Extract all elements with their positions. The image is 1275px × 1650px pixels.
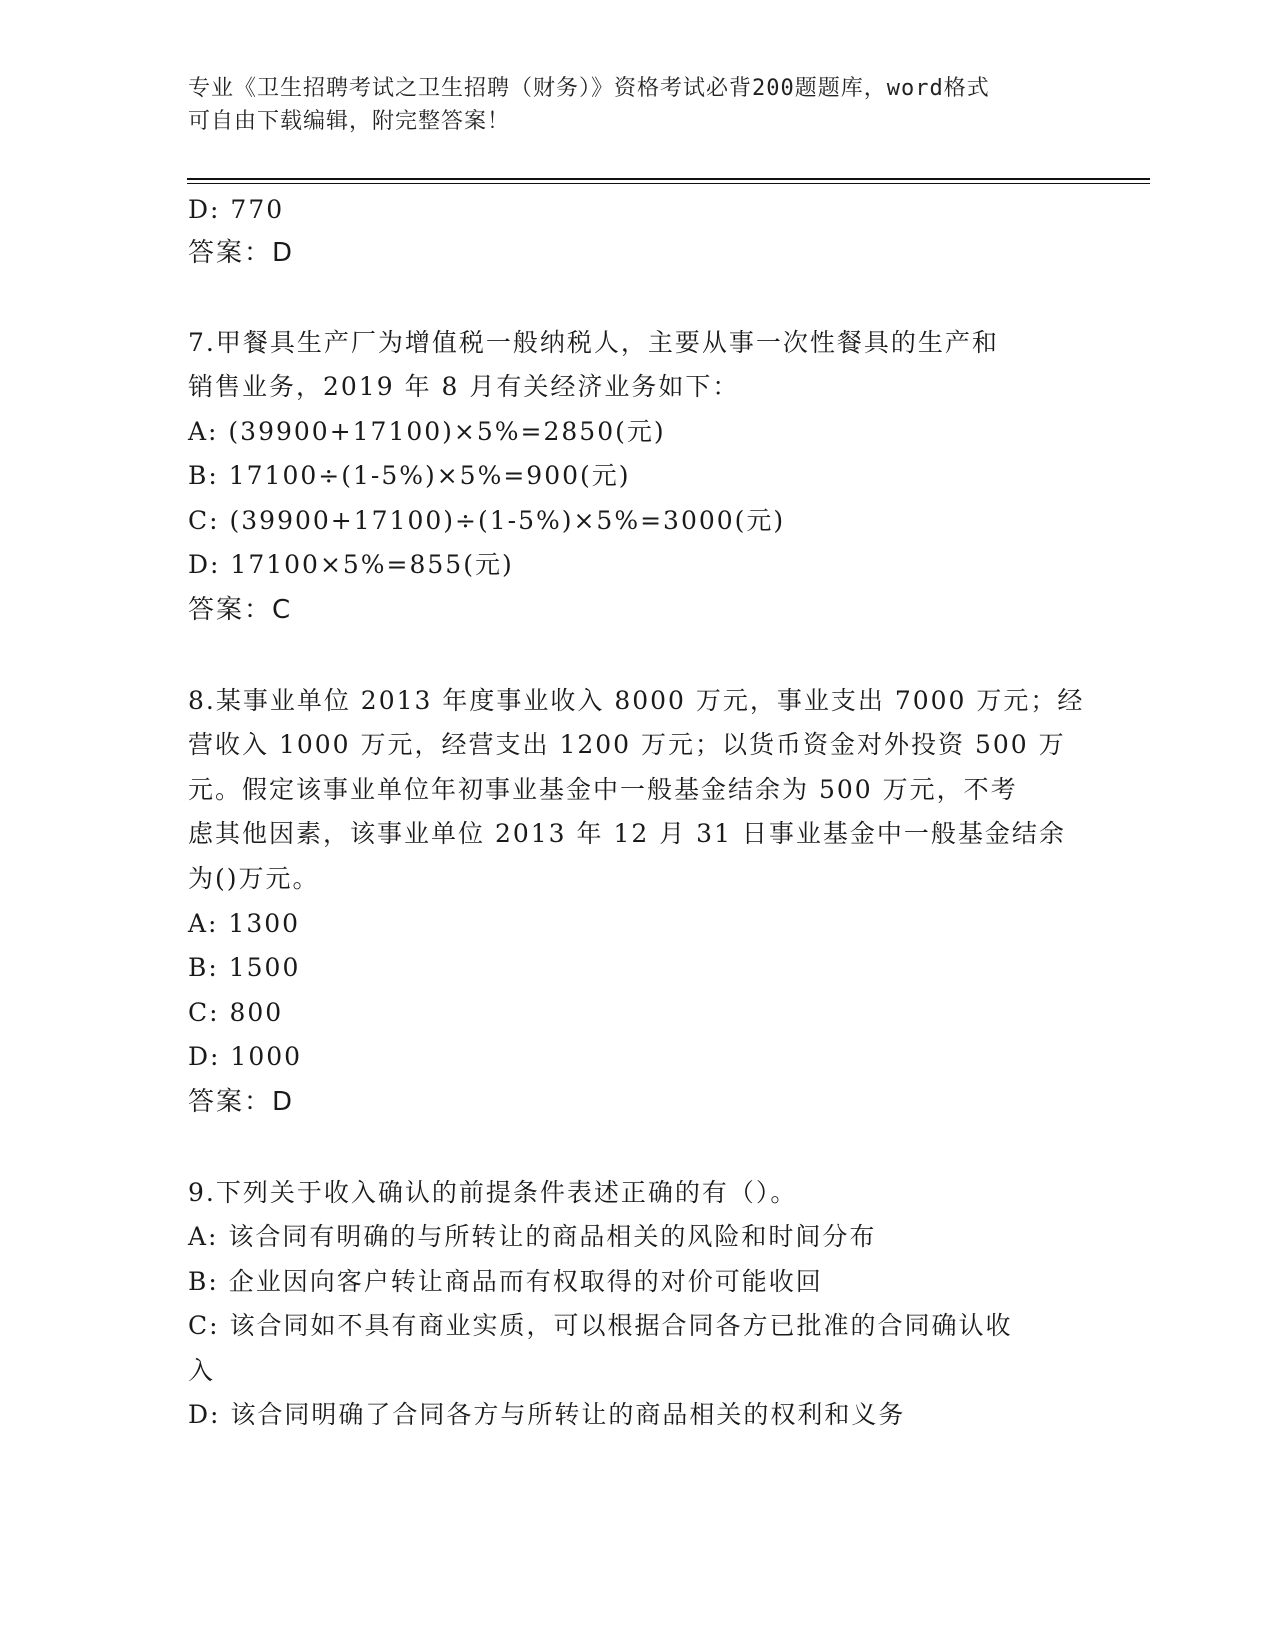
- q7-option-a: A: (39900+17100)×5%=2850(元): [188, 417, 666, 446]
- q7-option-c: C: (39900+17100)÷(1-5%)×5%=3000(元): [188, 506, 786, 535]
- q8-option-b: B: 1500: [188, 953, 301, 982]
- q9-option-c-line-2: 入: [188, 1356, 216, 1385]
- q7-option-b: B: 17100÷(1-5%)×5%=900(元): [188, 461, 631, 490]
- q7-stem-line-1: 7.甲餐具生产厂为增值税一般纳税人，主要从事一次性餐具的生产和: [188, 328, 999, 357]
- q8-stem-line-3: 元。假定该事业单位年初事业基金中一般基金结余为 500 万元，不考: [188, 775, 1018, 804]
- q6-answer: 答案：D: [188, 238, 295, 268]
- q6-option-d: D: 770: [188, 195, 285, 224]
- q8-stem-line-4: 虑其他因素，该事业单位 2013 年 12 月 31 日事业基金中一般基金结余: [188, 819, 1066, 848]
- header-divider-thick: [187, 178, 1150, 180]
- q7-answer: 答案：C: [188, 595, 293, 625]
- q8-stem-line-1: 8.某事业单位 2013 年度事业收入 8000 万元，事业支出 7000 万元；经: [188, 686, 1085, 715]
- q8-option-c: C: 800: [188, 998, 284, 1027]
- header-title-line-1: 专业《卫生招聘考试之卫生招聘（财务）》资格考试必背200题题库，word格式: [188, 76, 990, 101]
- q8-answer: 答案：D: [188, 1087, 295, 1117]
- document-header: [188, 72, 1088, 138]
- q7-option-d: D: 17100×5%=855(元): [188, 550, 514, 579]
- q9-option-b: B: 企业因向客户转让商品而有权取得的对价可能收回: [188, 1267, 823, 1296]
- q7-stem-line-2: 销售业务，2019 年 8 月有关经济业务如下：: [188, 372, 740, 401]
- q8-option-a: A: 1300: [188, 909, 301, 938]
- header-title-line-2: 可自由下载编辑，附完整答案！: [188, 109, 511, 134]
- q9-option-d: D: 该合同明确了合同各方与所转让的商品相关的权利和义务: [188, 1400, 906, 1429]
- q8-stem-line-5: 为()万元。: [188, 864, 320, 893]
- q9-option-c-line-1: C: 该合同如不具有商业实质，可以根据合同各方已批准的合同确认收: [188, 1311, 1013, 1340]
- q8-option-d: D: 1000: [188, 1042, 303, 1071]
- q9-option-a: A: 该合同有明确的与所转让的商品相关的风险和时间分布: [188, 1222, 877, 1251]
- header-divider-thin: [187, 183, 1150, 184]
- q9-stem-line-1: 9.下列关于收入确认的前提条件表述正确的有（）。: [188, 1178, 798, 1207]
- q8-stem-line-2: 营收入 1000 万元，经营支出 1200 万元；以货币资金对外投资 500 万: [188, 730, 1066, 759]
